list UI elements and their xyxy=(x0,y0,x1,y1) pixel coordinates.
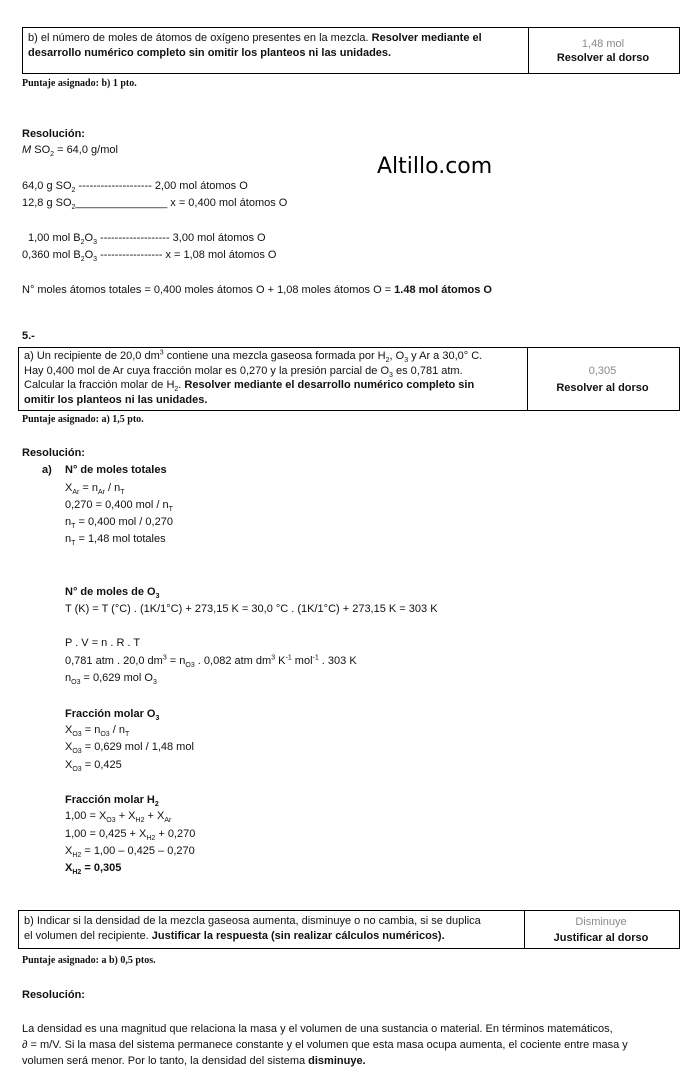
watermark-text: Altillo.com xyxy=(377,154,493,179)
subheading: N° de moles totales xyxy=(65,464,167,476)
answer-cell xyxy=(526,348,679,410)
subheading: Fracción molar $H_2$ xyxy=(65,794,159,809)
score-label: Puntaje asignado: a) 1,5 pto. xyxy=(22,414,144,425)
subheading: N° de moles de $O_3$ xyxy=(65,586,160,601)
question-text: a) Un recipiente de 20,0 $dm^3$ contiene una mezcla gaseosa formada por $H_2$, $O_3$ y Ar a 30,0° C. Hay 0,400 mol de Ar cuya fracción molar es 0,270 y la presión parcial de $O_3$ es 0,781 atm. Calcular la fracción molar de $H_2$. Resolver mediante el desarrollo numérico completo sin omitir los planteos ni las unidades. xyxy=(19,348,528,410)
answer-label: Justificar al dorso xyxy=(553,931,649,944)
calc-line: T (K) = T (°C) . (1K/1°C) + 273,15 K = 30,0 °C . (1K/1°C) + 273,15 K = 303 K xyxy=(65,603,438,615)
calc-line: $n_T = 1,48$ mol totales xyxy=(65,533,166,548)
resolution-heading: Resolución: xyxy=(22,128,85,140)
molar-mass-line: M $SO_2 = 64,0$ g/mol xyxy=(22,144,118,159)
calc-line: P . V = n . R . T xyxy=(65,637,141,649)
result-line: $X_{H2} = 0,305$ xyxy=(65,862,122,877)
calc-line: 1,00 mol $B_2O_3$ ------------------- 3,00 mol átomos O xyxy=(28,232,266,247)
calc-line: $X_{O3} = 0,425$ xyxy=(65,759,122,774)
answer-cell xyxy=(523,911,679,948)
total-line: N° moles átomos totales = 0,400 moles átomos O + 1,08 moles átomos O = 1.48 mol átomos O xyxy=(22,284,492,296)
explanation-paragraph: La densidad es una magnitud que relaciona la masa y el volumen de una sustancia o material. En términos matemáticos, ∂ = m/V. Si la masa del sistema permanece constante y el volumen que esta masa ocupa aumenta, el cociente entre masa y volumen será menor. Por lo tanto, la densidad del sistema disminuye. xyxy=(22,1023,628,1067)
question-box-b xyxy=(18,910,680,949)
calc-line: 0,360 mol $B_2O_3$ ----------------- x = 1,08 mol átomos O xyxy=(22,249,277,264)
calc-line: $X_{O3} = 0,629$ mol / 1,48 mol xyxy=(65,741,194,756)
calc-line: $1,00 = 0,425 + X_{H2} + 0,270$ xyxy=(65,828,196,843)
question-box-b-prev xyxy=(22,27,680,74)
calc-line: 0,270 = 0,400 mol / $n_T$ xyxy=(65,499,173,514)
calc-line: $n_T = 0,400$ mol / 0,270 xyxy=(65,516,173,531)
answer-cell xyxy=(527,28,679,73)
calc-line: $n_{O3} = 0,629$ mol $O_3$ xyxy=(65,672,157,687)
question-text: b) el número de moles de átomos de oxígeno presentes en la mezcla. Resolver mediante el desarrollo numérico completo sin omitir los planteos ni las unidades. xyxy=(23,28,529,73)
answer-label: Resolver al dorso xyxy=(556,381,649,394)
answer-value: Disminuye xyxy=(575,915,627,928)
section-number: 5.- xyxy=(22,330,35,342)
calc-line: 0,781 atm . 20,0 $dm^3 = n_{O3}$ . 0,082 atm $dm^3$ $K^{-1}$ mol$^{-1}$ . 303 K xyxy=(65,654,357,670)
answer-value: 0,305 xyxy=(588,364,617,377)
calc-line: $X_{Ar} = n_{Ar} / n_T$ xyxy=(65,482,125,497)
item-label: a) xyxy=(42,464,52,476)
calc-line: $X_{H2} = 1,00 - 0,425 - 0,270$ xyxy=(65,845,195,860)
question-box-a xyxy=(18,347,680,411)
calc-line: 12,8 g $SO_2\_\_\_\_\_\_\_\_\_\_\_\_\_\_\_$ x = 0,400 mol átomos O xyxy=(22,197,288,212)
answer-label: Resolver al dorso xyxy=(556,51,650,64)
calc-line: 64,0 g $SO_2$ -------------------- 2,00 mol átomos O xyxy=(22,180,248,195)
calc-line: $1,00 = X_{O3} + X_{H2} + X_{Ar}$ xyxy=(65,810,172,825)
score-label: Puntaje asignado: a b) 0,5 ptos. xyxy=(22,955,156,966)
question-text: b) Indicar si la densidad de la mezcla gaseosa aumenta, disminuye o no cambia, si se duplica el volumen del recipiente. Justificar la respuesta (sin realizar cálculos numéricos). xyxy=(19,911,525,948)
score-label: Puntaje asignado: b) 1 pto. xyxy=(22,78,137,89)
subheading: Fracción molar $O_3$ xyxy=(65,708,160,723)
resolution-heading: Resolución: xyxy=(22,989,85,1001)
calc-line: $X_{O3} = n_{O3} / n_T$ xyxy=(65,724,130,739)
answer-value: 1,48 mol xyxy=(581,37,625,50)
resolution-heading: Resolución: xyxy=(22,447,85,459)
